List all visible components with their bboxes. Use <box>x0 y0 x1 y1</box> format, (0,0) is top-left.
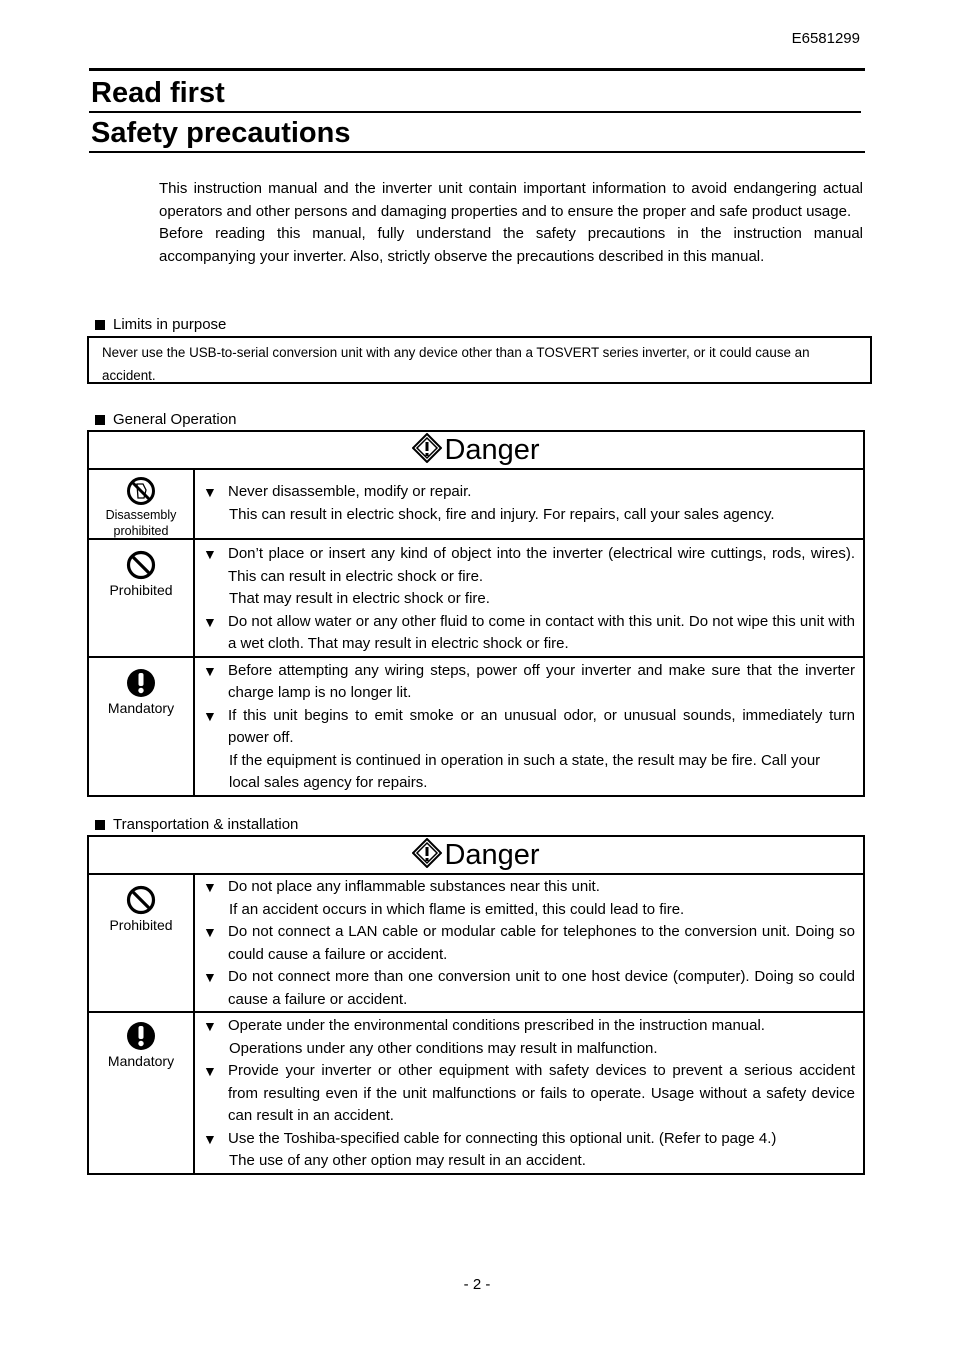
icon-cell <box>88 657 194 796</box>
text-cell <box>194 469 864 539</box>
list-item <box>203 1060 855 1128</box>
text-cell <box>194 657 864 796</box>
item-text: Do not connect a LAN cable or modular cable for telephones to the conversion unit. Doing so could cause a failure or accident. <box>228 923 855 963</box>
danger-label: Danger <box>444 434 540 466</box>
square-bullet-icon <box>95 415 105 425</box>
text-cell <box>194 539 864 657</box>
mandatory-icon <box>126 668 156 698</box>
list-item <box>203 1015 855 1038</box>
triangle-bullet-icon: ▼ <box>203 484 217 500</box>
item-continuation: That may result in electric shock or fire. <box>229 590 490 607</box>
icon-label: Prohibited <box>109 917 173 933</box>
icon-label: prohibited <box>113 524 169 538</box>
list-item <box>203 1128 855 1151</box>
item-text: Do not allow water or any other fluid to come in contact with this unit. Do not wipe this unit with a wet cloth. That may result in electric shock or fire. <box>228 612 855 652</box>
list-item <box>203 611 855 656</box>
intro-text <box>159 178 863 268</box>
danger-header <box>88 836 864 874</box>
intro-paragraph: Before reading this manual, fully understand the safety precautions in the instruction manual accompanying your inverter. Also, strictly observe the precautions described in this manual. <box>159 225 863 265</box>
icon-label: Mandatory <box>107 699 175 716</box>
icon-label: Mandatory <box>107 1053 175 1069</box>
triangle-bullet-icon: ▼ <box>203 1018 217 1034</box>
triangle-bullet-icon: ▼ <box>203 662 217 679</box>
list-item <box>203 543 855 588</box>
triangle-bullet-icon: ▼ <box>203 969 217 985</box>
item-text: Before attempting any wiring steps, power off your inverter and make sure that the inverter charge lamp is no longer lit. <box>228 661 855 701</box>
mandatory-icon <box>126 1021 156 1051</box>
section-heading-general <box>95 411 236 428</box>
intro-paragraph: This instruction manual and the inverter unit contain important information to avoid endangering actual operators and other persons and damaging properties and to ensure the proper and safe product usage. <box>159 180 863 220</box>
item-continuation: This can result in electric shock, fire and injury. For repairs, call your sales agency. <box>229 505 775 523</box>
danger-warning-icon <box>412 838 442 868</box>
triangle-bullet-icon: ▼ <box>203 707 217 724</box>
danger-warning-icon <box>412 433 442 463</box>
icon-cell <box>88 539 194 657</box>
section-heading-label: General Operation <box>113 411 237 428</box>
page-subtitle: Safety precautions <box>91 117 351 149</box>
triangle-bullet-icon: ▼ <box>203 613 217 630</box>
text-cell <box>194 1012 864 1174</box>
icon-cell <box>88 469 194 539</box>
item-text: If this unit begins to emit smoke or an unusual odor, or unusual sounds, immediately turn power off. <box>228 706 855 746</box>
item-continuation: The use of any other option may result in an accident. <box>229 1152 586 1169</box>
item-text: Never disassemble, modify or repair. <box>228 483 472 500</box>
item-text: Operate under the environmental conditions prescribed in the instruction manual. <box>228 1017 765 1034</box>
page-number: - 2 - <box>463 1276 491 1293</box>
triangle-bullet-icon: ▼ <box>203 1130 217 1147</box>
title-block <box>89 68 865 153</box>
list-item <box>203 481 855 504</box>
square-bullet-icon <box>95 320 105 330</box>
item-text: Do not place any inflammable substances near this unit. <box>228 878 600 895</box>
section-heading-label: Transportation & installation <box>113 816 299 833</box>
item-text: Use the Toshiba-specified cable for connecting this optional unit. (Refer to page 4.) <box>228 1129 777 1147</box>
danger-header <box>88 431 864 469</box>
square-bullet-icon <box>95 820 105 830</box>
triangle-bullet-icon: ▼ <box>203 879 217 895</box>
danger-table-general <box>87 430 865 797</box>
prohibited-icon <box>126 885 156 915</box>
prohibited-icon <box>126 550 156 580</box>
item-text: Do not connect more than one conversion unit to one host device (computer). Doing so could cause a failure or accident. <box>228 968 855 1008</box>
triangle-bullet-icon: ▼ <box>203 924 217 940</box>
icon-label: Disassembly <box>105 508 177 522</box>
list-item <box>203 660 855 705</box>
list-item <box>203 705 855 750</box>
page-title: Read first <box>89 71 861 113</box>
item-text: Provide your inverter or other equipment with safety devices to prevent a serious accident from resulting even if the unit malfunctions or fails to operate. Usage without a safety device can result in an accident. <box>228 1062 855 1124</box>
text-cell <box>194 874 864 1012</box>
icon-cell <box>88 874 194 1012</box>
section-heading-limits <box>95 316 226 333</box>
list-item <box>203 966 855 1011</box>
list-item <box>203 876 855 899</box>
section-heading-label: Limits in purpose <box>113 316 227 333</box>
disassembly-prohibited-icon <box>126 476 156 506</box>
item-continuation: If the equipment is continued in operation in such a state, the result may be fire. Call your local sales agency for repairs. <box>229 751 821 791</box>
limits-box: Never use the USB-to-serial conversion unit with any device other than a TOSVERT series inverter, or it could cause an accident. <box>87 336 872 384</box>
triangle-bullet-icon: ▼ <box>203 1063 217 1079</box>
icon-cell <box>88 1012 194 1174</box>
section-heading-transport <box>95 816 298 833</box>
danger-table-transport <box>87 835 865 1175</box>
item-continuation: If an accident occurs in which flame is emitted, this could lead to fire. <box>229 900 685 918</box>
document-code: E6581299 <box>791 30 860 47</box>
item-continuation: Operations under any other conditions may result in malfunction. <box>229 1039 658 1057</box>
item-text: Don’t place or insert any kind of object into the inverter (electrical wire cuttings, rods, wires). This can result in electric shock or fire. <box>228 545 855 585</box>
triangle-bullet-icon: ▼ <box>203 546 217 562</box>
icon-label: Prohibited <box>109 582 173 598</box>
list-item <box>203 921 855 966</box>
danger-label: Danger <box>444 839 540 871</box>
